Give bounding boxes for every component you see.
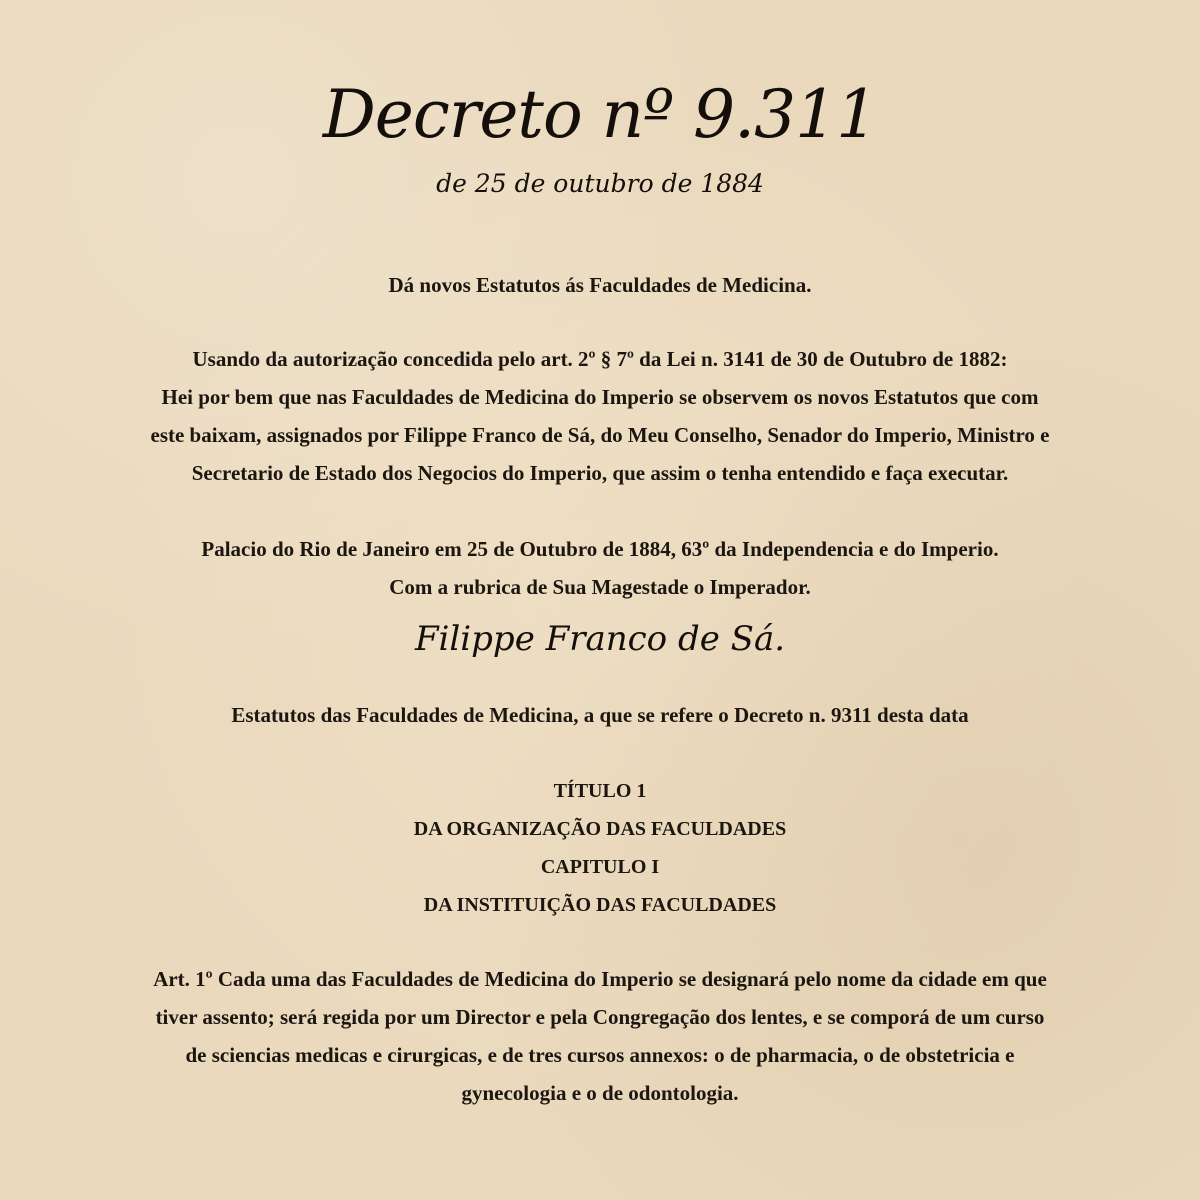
preamble-line: Secretario de Estado dos Negocios do Imperio, que assim o tenha entendido e faça executar. (191, 461, 1009, 485)
article-line: gynecologia e o de odontologia. (461, 1081, 739, 1105)
capitulo-name: DA INSTITUIÇÃO DAS FACULDADES (423, 894, 777, 916)
article-1 (60, 960, 1140, 1112)
section-headings (60, 772, 1140, 924)
preamble-line: Usando da autorização concedida pelo art. 2º § 7º da Lei n. 3141 de 30 de Outubro de 1882: (192, 347, 1008, 371)
decree-title: Decreto nº 9.311 (322, 76, 878, 153)
titulo-heading: TÍTULO 1 (553, 780, 647, 802)
article-line: de sciencias medicas e cirurgicas, e de tres cursos annexos: o de pharmacia, o de obstetricia e (185, 1043, 1015, 1067)
closing-line: Com a rubrica de Sua Magestade o Imperador. (389, 575, 811, 599)
signature: Filippe Franco de Sá. (414, 619, 786, 659)
article-line: Art. 1º Cada uma das Faculdades de Medicina do Imperio se designará pelo nome da cidade em que (153, 967, 1047, 991)
article-line: tiver assento; será regida por um Director e pela Congregação dos lentes, e se comporá de um curso (155, 1005, 1045, 1029)
titulo-name: DA ORGANIZAÇÃO DAS FACULDADES (413, 818, 787, 840)
decree-summary: Dá novos Estatutos ás Faculdades de Medicina. (388, 273, 812, 297)
preamble-line: este baixam, assignados por Filippe Franco de Sá, do Meu Conselho, Senador do Imperio, Ministro e (150, 423, 1050, 447)
statutes-intro: Estatutos das Faculdades de Medicina, a que se refere o Decreto n. 9311 desta data (231, 703, 969, 727)
preamble-paragraph (60, 340, 1140, 492)
decree-date: de 25 de outubro de 1884 (436, 169, 764, 198)
closing-line: Palacio do Rio de Janeiro em 25 de Outubro de 1884, 63º da Independencia e do Imperio. (201, 537, 999, 561)
capitulo-heading: CAPITULO I (540, 856, 660, 878)
closing-paragraph (60, 530, 1140, 606)
preamble-line: Hei por bem que nas Faculdades de Medicina do Imperio se observem os novos Estatutos que com (161, 385, 1039, 409)
